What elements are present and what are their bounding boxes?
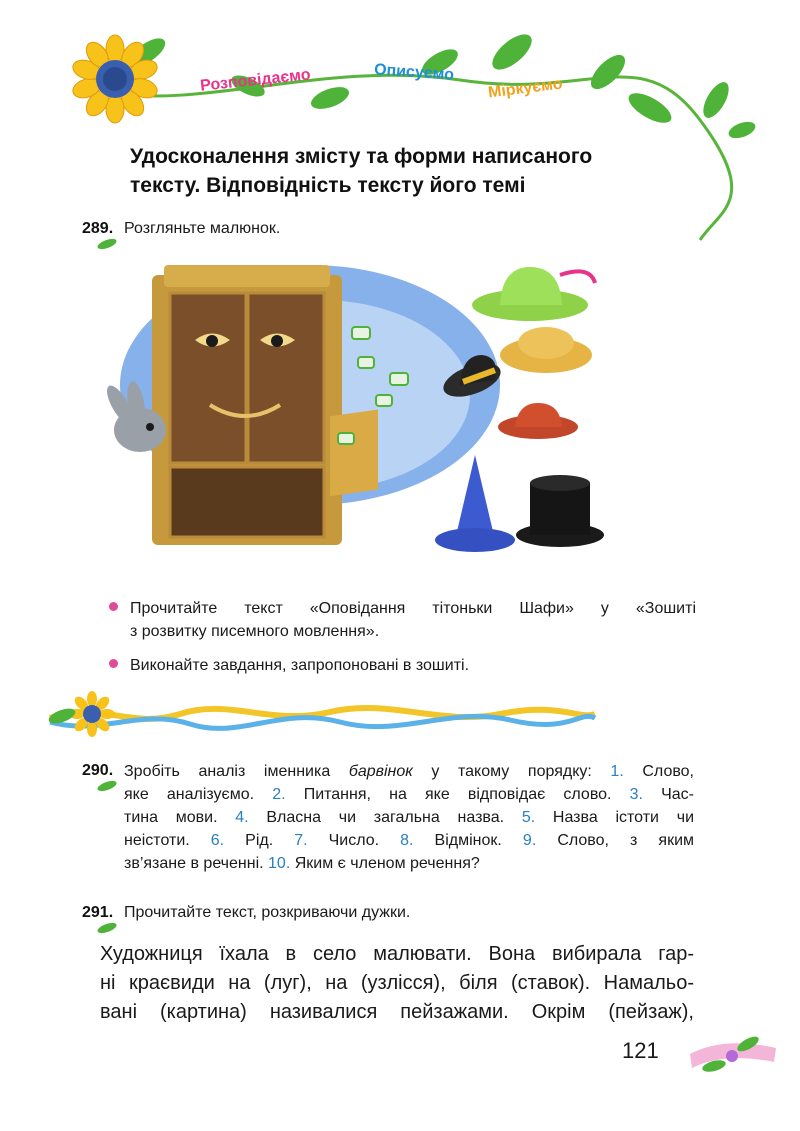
reading-line-3: вані (картина) називалися пейзажами. Окрім (пейзаж), <box>100 1001 694 1023</box>
exercise-291-text: Прочитайте текст, розкриваючи дужки. <box>124 904 411 921</box>
sunflower-icon <box>70 34 160 124</box>
reading-text <box>100 940 694 1027</box>
wardrobe-and-hats-illustration <box>90 255 610 565</box>
reading-line-2: ні краєвиди на (луг), на (узлісся), біля (ставок). Намальо- <box>100 972 694 994</box>
header-word-tell: Розповідаємо <box>199 66 312 95</box>
exercise-289-text: Розгляньте малюнок. <box>124 220 281 237</box>
bullet-item-1 <box>130 597 696 643</box>
highlighted-word: барвінок <box>348 763 413 780</box>
header-word-describe: Описуємо <box>373 61 455 84</box>
scroll-decoration-icon <box>684 1030 784 1080</box>
reading-line-1: Художниця їхала в село малювати. Вона вибирала гар- <box>100 943 694 965</box>
exercise-290-text: Зробіть аналіз іменника барвінок у такому порядку: 1. Слово, яке аналізуємо. 2. Питання, на яке відповідає слово. 3. Час- тина мови. 4. Власна чи загальна назва. 5. Назва істоти чи неістоти. 6. Рід. 7. Число. 8. Відмінок. 9. Слово, з яким зв’язане в реченні. 10. Яким є членом речення? <box>124 763 695 872</box>
leaf-icon <box>96 238 118 250</box>
illustration <box>90 255 610 565</box>
exercise-291-number: 291. <box>82 904 114 921</box>
header-decoration <box>0 0 800 130</box>
leaf-icon <box>96 780 118 792</box>
exercise-289-number: 289. <box>82 220 114 237</box>
page-number: 121 <box>622 1038 659 1063</box>
title-line-2: тексту. Відповідність тексту його темі <box>130 174 526 197</box>
exercise-290-number: 290. <box>82 762 114 779</box>
ribbon-divider <box>40 690 600 740</box>
page-title <box>130 142 720 200</box>
bullet-item-2: Виконайте завдання, запропоновані в зошиті. <box>130 657 470 674</box>
bullet-dot <box>109 602 118 611</box>
bullet-1-line-2: з розвитку писемного мовлення». <box>130 623 380 640</box>
header-word-reason: Міркуємо <box>487 75 564 102</box>
bullet-1-line-1: Прочитайте текст «Оповідання тітоньки Шафи» у «Зошиті <box>130 600 696 617</box>
title-line-1: Удосконалення змісту та форми написаного <box>130 145 593 168</box>
bullet-dot <box>109 659 118 668</box>
leaf-icon <box>96 922 118 934</box>
